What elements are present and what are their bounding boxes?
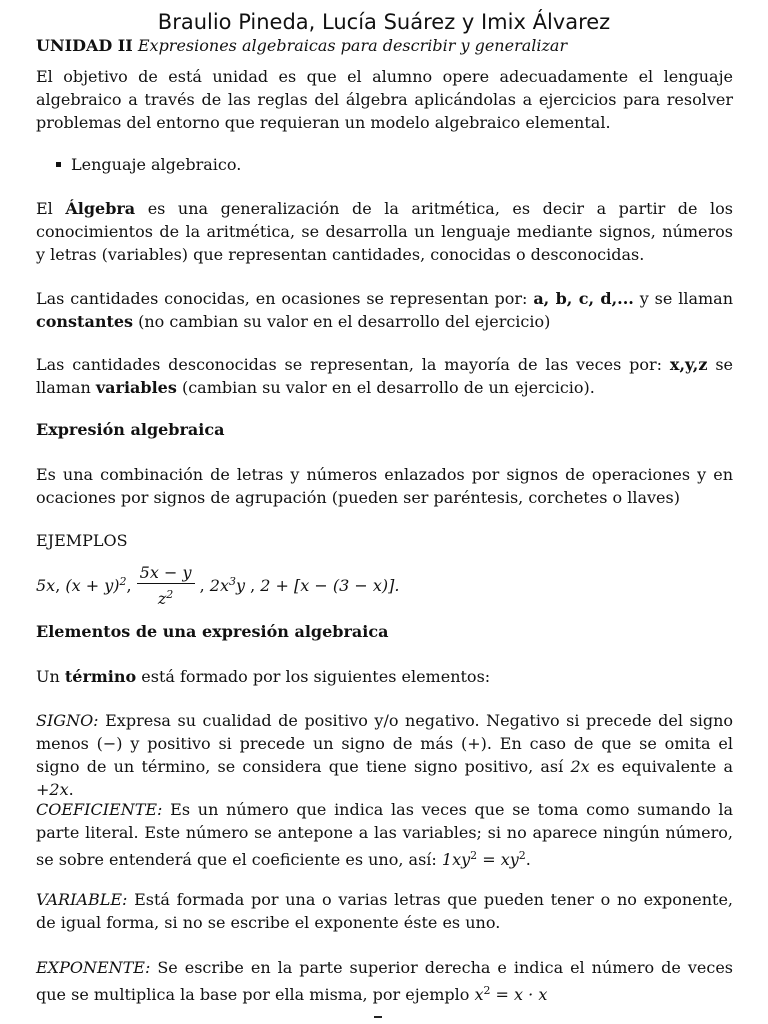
example-3-fraction <box>137 563 195 610</box>
algebra-text-post: es una generalización de la aritmética, es decir a partir de los conocimientos de la aritmética, se desarrolla un lenguaje mediante signos, números y letras (variables) que representan cantidades, conocidas o desconocidas. <box>36 199 733 264</box>
signo-math-1: 2x <box>570 757 590 776</box>
bullet-item <box>56 155 241 174</box>
exponente-math-2: = x · x <box>490 985 548 1004</box>
example-4-pre: 2x <box>209 576 229 595</box>
exponente-math-1: x <box>474 985 484 1004</box>
bullet-item-text: Lenguaje algebraico. <box>71 155 242 174</box>
coeficiente-equals: = <box>477 850 501 869</box>
variables-text-post: (cambian su valor en el desarrollo de un ejercicio). <box>176 378 595 397</box>
term-text-pre: Un <box>36 667 65 686</box>
example-2-base: (x + y) <box>65 576 120 595</box>
coeficiente-math-2-exponent: 2 <box>518 849 526 862</box>
variables-text-mid: se llaman <box>36 355 733 397</box>
variables-paragraph <box>36 353 733 399</box>
unit-heading <box>36 36 567 55</box>
cut-off-glyph <box>374 1016 382 1018</box>
page-header-authors: Braulio Pineda, Lucía Suárez y Imix Álvarez <box>157 10 611 34</box>
example-5: 2 + [x − (3 − x)]. <box>260 576 400 595</box>
exponente-math-1-exponent: 2 <box>483 984 491 997</box>
coeficiente-text: Es un número que indica las veces que se toma como sumando la parte literal. Este número se antepone a las variables; si no aparece ningún número, se sobre entenderá que el coeficiente es uno, así: <box>36 800 733 869</box>
coeficiente-math-2: xy <box>500 850 519 869</box>
exponente-paragraph <box>36 956 733 1006</box>
constants-letters-bold: a, b, c, d,... <box>533 289 634 308</box>
variable-label: VARIABLE: <box>36 890 128 909</box>
coeficiente-math-1: 1xy <box>441 850 471 869</box>
signo-paragraph <box>36 709 733 801</box>
algebra-text-pre: El <box>36 199 66 218</box>
variables-letters-bold: x,y,z <box>669 355 708 374</box>
algebra-paragraph <box>36 197 733 266</box>
term-text-post: está formado por los siguientes elementos: <box>136 667 491 686</box>
variable-text: Está formada por una o varias letras que pueden tener o no exponente, de igual forma, si no se escribe el exponente éste es uno. <box>36 890 733 932</box>
fraction-denominator-base: z <box>157 589 167 608</box>
variables-text-pre: Las cantidades desconocidas se representan, la mayoría de las veces por: <box>36 355 670 374</box>
term-paragraph <box>36 665 733 688</box>
example-4 <box>210 576 245 595</box>
bullet-square-icon <box>56 162 61 167</box>
constants-text-post: (no cambian su valor en el desarrollo del ejercicio) <box>133 312 551 331</box>
signo-text-1: Expresa su cualidad de positivo y/o negativo. Negativo si precede del signo menos (−) y positivo si precede un signo de más (+). En caso de que se omita el signo de un término, se considera que tiene signo positivo, así <box>36 711 733 776</box>
example-2 <box>65 576 126 595</box>
exponente-text: Se escribe en la parte superior derecha e indica el número de veces que se multiplica la base por ella misma, por ejemplo <box>36 958 733 1004</box>
exponente-label: EXPONENTE: <box>36 958 151 977</box>
coeficiente-end: . <box>525 850 531 869</box>
signo-text-3: . <box>68 780 74 799</box>
expression-section-title: Expresión algebraica <box>36 420 225 439</box>
coeficiente-paragraph <box>36 798 733 871</box>
constants-term-bold: constantes <box>36 312 134 331</box>
constants-paragraph <box>36 287 733 333</box>
variable-paragraph <box>36 888 733 934</box>
signo-text-2: es equivalente a <box>589 757 733 776</box>
term-bold: término <box>64 667 137 686</box>
examples-label: EJEMPLOS <box>36 531 128 550</box>
constants-text-pre: Las cantidades conocidas, en ocasiones se representan por: <box>36 289 534 308</box>
elements-section-title: Elementos de una expresión algebraica <box>36 622 389 641</box>
example-1: 5x <box>36 576 56 595</box>
example-4-exponent: 3 <box>228 575 236 588</box>
fraction-denominator <box>137 584 195 610</box>
expression-definition: Es una combinación de letras y números enlazados por signos de operaciones y en ocaciones por signos de agrupación (pueden ser paréntesis, corchetes o llaves) <box>36 465 733 507</box>
examples-row: 5x, $(x + y)^2$, $\frac{5x - y}{z^2}$ , $2x^3y$ , 2 + [x − (3 − x)]. <box>36 563 400 608</box>
coeficiente-math-1-exponent: 2 <box>470 849 478 862</box>
intro-paragraph: El objetivo de está unidad es que el alumno opere adecuadamente el lenguaje algebraico a través de las reglas del álgebra aplicándolas a ejercicios para resolver problemas del entorno que requieran un modelo algebraico elemental. <box>36 67 733 132</box>
coeficiente-label: COEFICIENTE: <box>36 800 163 819</box>
constants-text-mid: y se llaman <box>633 289 734 308</box>
fraction-numerator: 5x − y <box>137 563 195 584</box>
example-4-post: y <box>235 576 246 595</box>
unit-label: UNIDAD II <box>36 36 133 55</box>
signo-label: SIGNO: <box>36 711 99 730</box>
signo-math-2: +2x <box>36 780 69 799</box>
fraction-denominator-exponent: 2 <box>166 588 174 601</box>
unit-subtitle: Expresiones algebraicas para describir y generalizar <box>137 36 568 55</box>
example-2-exponent: 2 <box>119 575 127 588</box>
algebra-term-bold: Álgebra <box>65 199 136 218</box>
variables-term-bold: variables <box>95 378 177 397</box>
